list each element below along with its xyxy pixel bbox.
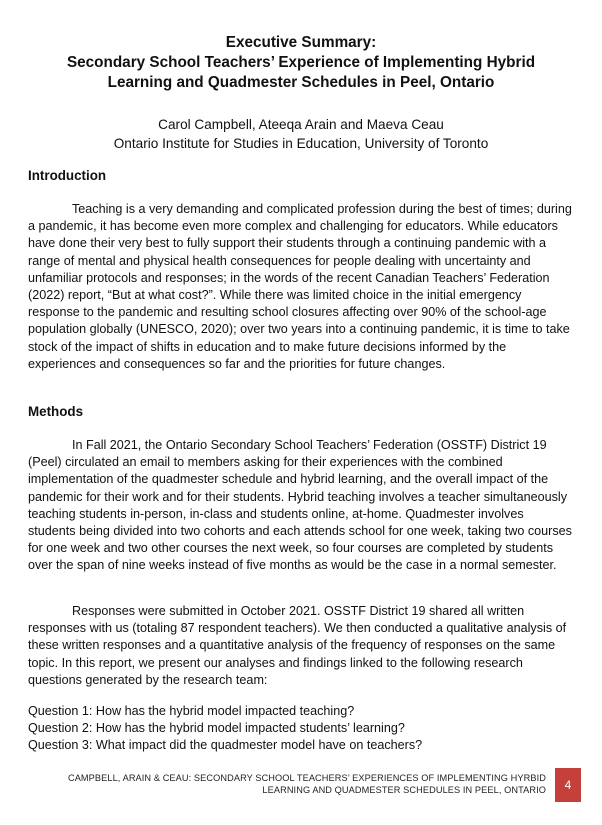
methods-paragraph-2: Responses were submitted in October 2021. OSSTF District 19 shared all written responses with us (totaling 87 respondent teachers). We then conducted a qualitative analysis of these written responses and a quantitative analysis of the frequency of responses on the same topic. In this report, we present our analyses and findings linked to the following research questions generated by the research team: bbox=[28, 604, 567, 687]
introduction-paragraph: Teaching is a very demanding and complicated profession during the best of times; during a pandemic, it has become even more complex and challenging for educators. While educators have done their very best to fully support their students through a continuing pandemic with a range of mental and physical health consequences for people dealing with uncertainty and unfamiliar protocols and responses; in the words of the recent Canadian Teachers’ Federation (2022) report, “But at what cost?”. While there was limited choice in the initial emergency response to the pandemic and resulting school closures affecting over 90% of the school-age population globally (UNESCO, 2020); over two years into a continuing pandemic, it is time to take stock of the impact of shifts in education and to make future decisions informed by the experiences and consequences so far and the priorities for future changes. bbox=[28, 202, 572, 371]
research-question-1: Question 1: How has the hybrid model impacted teaching? bbox=[28, 704, 355, 718]
research-question-2: Question 2: How has the hybrid model impacted students’ learning? bbox=[28, 721, 405, 736]
research-question-3: Question 3: What impact did the quadmester model have on teachers? bbox=[28, 738, 423, 753]
running-footer bbox=[46, 772, 546, 796]
author-affiliation: Ontario Institute for Studies in Education, University of Toronto bbox=[113, 136, 489, 151]
introduction-heading: Introduction bbox=[28, 168, 107, 183]
methods-heading: Methods bbox=[28, 404, 84, 419]
author-names: Carol Campbell, Ateeqa Arain and Maeva Ceau bbox=[158, 117, 444, 132]
methods-paragraph-1: In Fall 2021, the Ontario Secondary School Teachers’ Federation (OSSTF) District 19 (Peel) circulated an email to members asking for their experiences with the combined implementation of the quadmester schedule and hybrid learning, and the overall impact of the pandemic for their work and for their students. Hybrid teaching involves a teacher simultaneously teaching students in-person, in-class and students online, at-home. Quadmester involves students being divided into two cohorts and each attends school for one week, taking two courses for one week and two other courses the next week, so four courses are completed by students over the span of nine weeks instead of five months as would be the case in a normal semester. bbox=[28, 438, 572, 573]
document-title bbox=[20, 33, 582, 93]
footer-line-1: CAMPBELL, ARAIN & CEAU: SECONDARY SCHOOL TEACHERS’ EXPERIENCES OF IMPLEMENTING HYRBID bbox=[67, 773, 546, 783]
title-line-1: Executive Summary: bbox=[225, 34, 377, 51]
title-line-3: Learning and Quadmester Schedules in Peel, Ontario bbox=[107, 74, 495, 91]
research-questions-list bbox=[28, 703, 574, 755]
footer-line-2: LEARNING AND QUADMESTER SCHEDULES IN PEEL, ONTARIO bbox=[262, 785, 546, 795]
page-number-badge: 4 bbox=[555, 768, 581, 802]
author-block bbox=[20, 115, 582, 153]
title-line-2: Secondary School Teachers’ Experience of Implementing Hybrid bbox=[66, 54, 536, 71]
